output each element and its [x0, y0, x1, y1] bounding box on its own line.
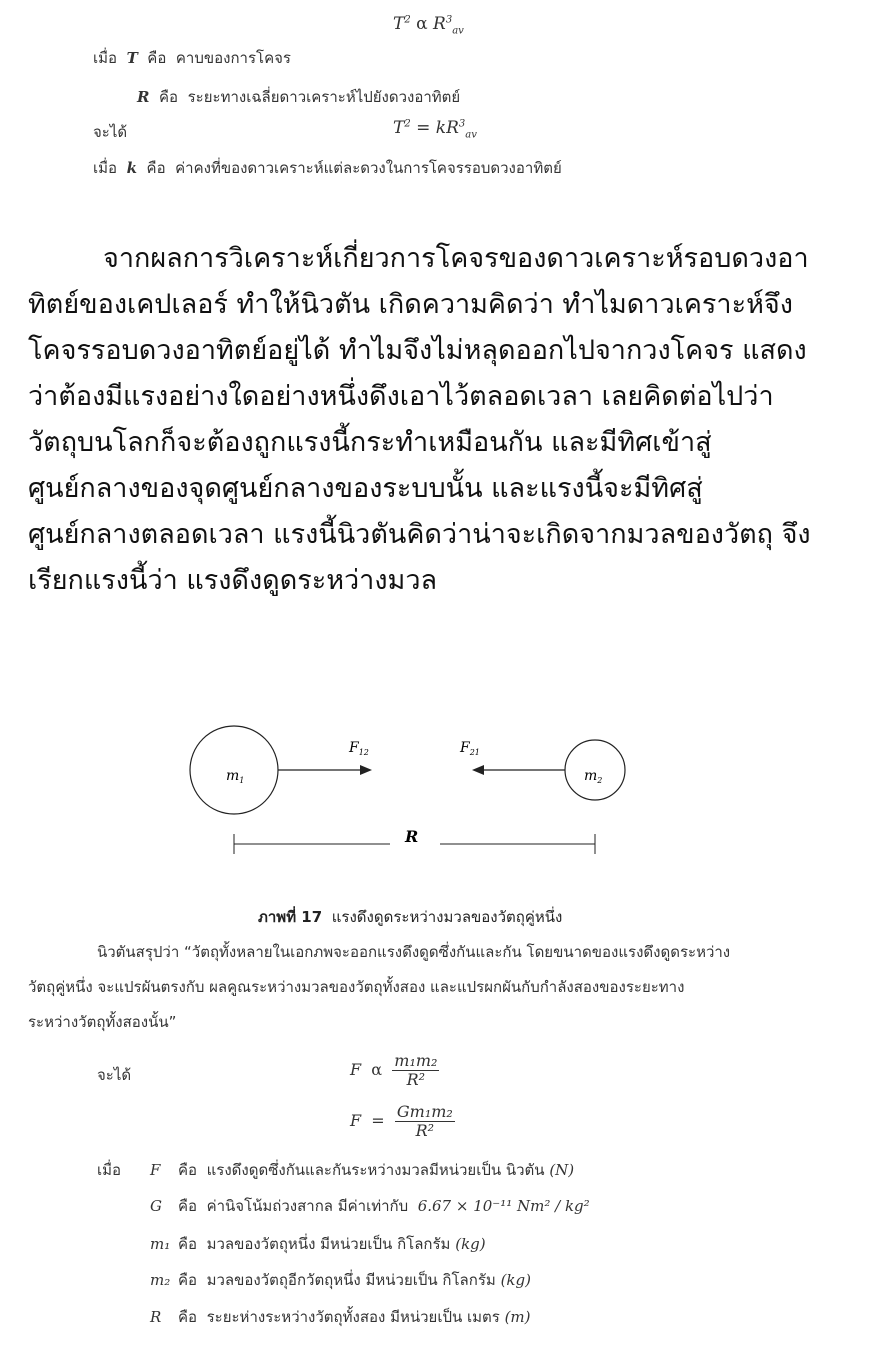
definition-row: G คือ ค่านิจโน้มถ่วงสากล มีค่าเท่ากับ 6.67 × 10⁻¹¹ Nm² / kg² — [150, 1197, 590, 1215]
force-21-arrowhead — [472, 765, 484, 775]
kepler-proportion: $T^2$ α $R^3_{av}$ — [393, 14, 464, 37]
kepler-equation: $T^2 = kR^3_{av}$ — [393, 118, 477, 141]
gravitation-figure — [0, 700, 878, 870]
newton-quote-line: วัตถุคู่หนึ่ง จะแปรผันตรงกับ ผลคูณระหว่างมวลของวัตถุทั้งสอง และแปรผกผันกับกำลังสองของระยะทาง — [28, 978, 685, 996]
paragraph-line: เรียกแรงนี้ว่า แรงดึงดูดระหว่างมวล — [28, 565, 438, 596]
paragraph-line: ว่าต้องมีแรงอย่างใดอย่างหนึ่งดึงเอาไว้ตลอดเวลา เลยคิดต่อไปว่า — [28, 381, 774, 412]
newton-get-label: จะได้ — [97, 1066, 132, 1084]
figure-caption: ภาพที่ 17 แรงดึงดูดระหว่างมวลของวัตถุคู่หนึ่ง — [258, 908, 563, 926]
mass-2-label: $m_2$ — [584, 768, 603, 785]
newton-proportion: F α $\frac{\text{m₁m₂}}{\text{R²}}$ — [350, 1051, 438, 1089]
main-paragraph — [28, 236, 858, 604]
definitions-when-label: เมื่อ — [97, 1161, 122, 1179]
definition-row: m₁ คือ มวลของวัตถุหนึ่ง มีหน่วยเป็น กิโลกรัม (kg) — [150, 1235, 486, 1253]
definition-row: m₂ คือ มวลของวัตถุอีกวัตถุหนึ่ง มีหน่วยเป็น กิโลกรัม (kg) — [150, 1271, 531, 1289]
newton-quote-line: ระหว่างวัตถุทั้งสองนั้น” — [28, 1013, 177, 1031]
definition-row: F คือ แรงดึงดูดซึ่งกันและกันระหว่างมวลมีหน่วยเป็น นิวตัน (N) — [150, 1161, 575, 1179]
force-12-label: $F_{12}$ — [349, 740, 369, 757]
mass-1-label: $m_1$ — [226, 768, 245, 785]
kepler-get-label: จะได้ — [93, 123, 128, 141]
paragraph-line: ศูนย์กลางของจุดศูนย์กลางของระบบนั้น และแรงนี้จะมีทิศสู่ — [28, 473, 703, 504]
paragraph-line: โคจรรอบดวงอาทิตย์อยู่ได้ ทำไมจึงไม่หลุดออกไปจากวงโคจร แสดง — [28, 335, 807, 366]
kepler-def-t: เมื่อ T คือ คาบของการโคจร — [93, 49, 291, 67]
kepler-def-k: เมื่อ k คือ ค่าคงที่ของดาวเคราะห์แต่ละดวงในการโคจรรอบดวงอาทิตย์ — [93, 159, 562, 177]
distance-label: R — [405, 827, 419, 846]
force-12-arrowhead — [360, 765, 372, 775]
kepler-def-r: R คือ ระยะทางเฉลี่ยดาวเคราะห์ไปยังดวงอาทิตย์ — [137, 88, 461, 106]
newton-equation: F = $\frac{\text{Gm₁m₂}}{\text{R²}}$ — [350, 1102, 453, 1140]
paragraph-line: ทิตย์ของเคปเลอร์ ทำให้นิวตัน เกิดความคิดว่า ทำไมดาวเคราะห์จึง — [28, 289, 793, 320]
force-21-label: $F_{21}$ — [460, 740, 480, 757]
newton-quote-line: นิวตันสรุปว่า “วัตถุทั้งหลายในเอกภพจะออกแรงดึงดูดซึ่งกันและกัน โดยขนาดของแรงดึงดูดระหว่าง — [97, 943, 731, 961]
definition-row: R คือ ระยะห่างระหว่างวัตถุทั้งสอง มีหน่วยเป็น เมตร (m) — [150, 1308, 531, 1326]
paragraph-line: วัตถุบนโลกก็จะต้องถูกแรงนี้กระทำเหมือนกัน และมีทิศเข้าสู่ — [28, 427, 712, 458]
paragraph-line: จากผลการวิเคราะห์เกี่ยวการโคจรของดาวเคราะห์รอบดวงอา — [103, 243, 809, 274]
paragraph-line: ศูนย์กลางตลอดเวลา แรงนี้นิวตันคิดว่าน่าจะเกิดจากมวลของวัตถุ จึง — [28, 519, 811, 550]
